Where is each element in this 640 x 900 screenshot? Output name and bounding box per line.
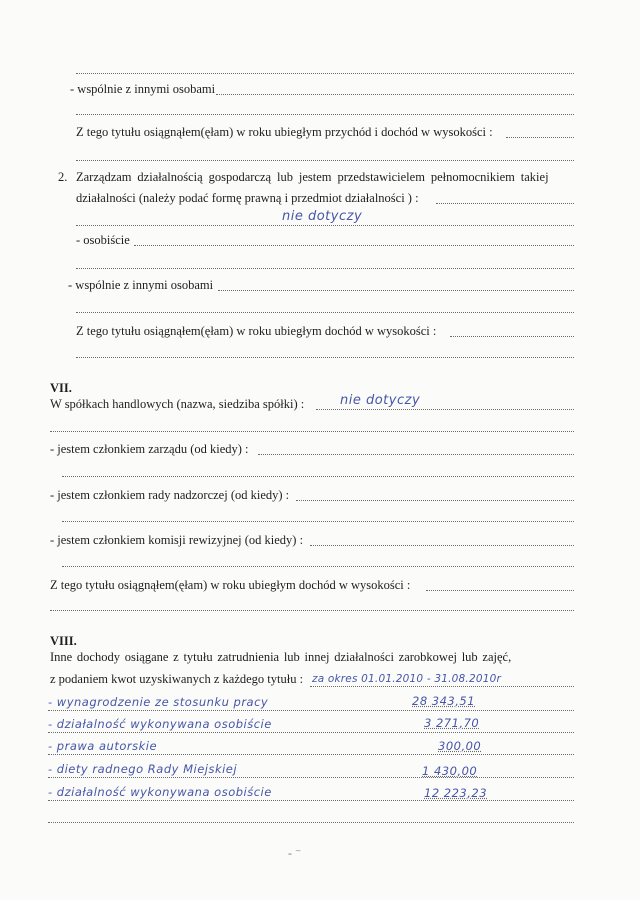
income-entry-label: - diety radnego Rady Miejskiej bbox=[48, 762, 238, 776]
dotted-line bbox=[76, 225, 574, 226]
dotted-line bbox=[506, 137, 574, 138]
dotted-line bbox=[48, 710, 574, 711]
dotted-line bbox=[76, 312, 574, 313]
handwritten-period: za okres 01.01.2010 - 31.08.2010r bbox=[312, 673, 501, 685]
income-entry-label: - prawa autorskie bbox=[48, 739, 158, 753]
dotted-line bbox=[216, 94, 574, 95]
supervisory-board-label: - jestem członkiem rady nadzorczej (od kiedy) : bbox=[50, 488, 290, 502]
handwritten-not-applicable: nie dotyczy bbox=[282, 209, 363, 224]
dotted-line bbox=[62, 521, 574, 522]
vii-income-line: Z tego tytułu osiągnąłem(ęłam) w roku ubiegłym dochód w wysokości : bbox=[50, 578, 411, 592]
handwritten-not-applicable-2: nie dotyczy bbox=[340, 393, 421, 408]
companies-label: W spółkach handlowych (nazwa, siedziba spółki) : bbox=[50, 397, 305, 411]
dotted-line bbox=[218, 290, 574, 291]
dotted-line bbox=[258, 454, 574, 455]
audit-committee-label: - jestem członkiem komisji rewizyjnej (od kiedy) : bbox=[50, 533, 304, 547]
item2-line2: działalności (należy podać formę prawną i przedmiot działalności ) : bbox=[76, 191, 419, 205]
income-line-2: Z tego tytułu osiągnąłem(ęłam) w roku ubiegłym dochód w wysokości : bbox=[76, 324, 437, 338]
income-line: Z tego tytułu osiągnąłem(ęłam) w roku ubiegłym przychód i dochód w wysokości : bbox=[76, 125, 493, 139]
personally-label: - osobiście bbox=[76, 233, 130, 247]
dotted-line bbox=[48, 754, 574, 755]
income-entry-amount: 28 343,51 bbox=[412, 694, 476, 708]
viii-line1: Inne dochody osiągane z tytułu zatrudnienia lub innej działalności zarobkowej lub zajęć, bbox=[50, 650, 512, 664]
jointly-label-2: - wspólnie z innymi osobami bbox=[68, 278, 214, 292]
dotted-line bbox=[296, 500, 574, 501]
viii-line2: z podaniem kwot uzyskiwanych z każdego tytułu : bbox=[50, 672, 304, 686]
income-entry-amount: 1 430,00 bbox=[422, 764, 478, 778]
section-viii-heading: VIII. bbox=[50, 634, 77, 648]
dotted-line bbox=[310, 686, 574, 687]
dotted-line bbox=[426, 590, 574, 591]
income-entry-label: - wynagrodzenie ze stosunku pracy bbox=[48, 695, 269, 709]
dotted-line bbox=[50, 431, 574, 432]
income-entry-amount: 3 271,70 bbox=[424, 716, 480, 730]
item2-line1: Zarządzam działalnością gospodarczą lub jestem przedstawicielem pełnomocnikiem takiej bbox=[76, 170, 549, 184]
dotted-line bbox=[62, 566, 574, 567]
dotted-line bbox=[62, 476, 574, 477]
section-vii-heading: VII. bbox=[50, 381, 72, 395]
dotted-line bbox=[436, 203, 574, 204]
board-member-label: - jestem członkiem zarządu (od kiedy) : bbox=[50, 442, 249, 456]
jointly-label: - wspólnie z innymi osobami bbox=[70, 82, 216, 96]
income-entry-label: - działalność wykonywana osobiście bbox=[48, 717, 272, 731]
dotted-line bbox=[48, 777, 574, 778]
dotted-line bbox=[48, 732, 574, 733]
dotted-line bbox=[76, 73, 574, 74]
dotted-line bbox=[76, 160, 574, 161]
dotted-line bbox=[76, 114, 574, 115]
dotted-line bbox=[48, 800, 574, 801]
income-entry-label: - działalność wykonywana osobiście bbox=[48, 785, 272, 799]
dotted-line bbox=[76, 268, 574, 269]
dotted-line bbox=[76, 357, 574, 358]
dotted-line bbox=[134, 245, 574, 246]
income-entry-amount: 300,00 bbox=[438, 739, 482, 753]
dotted-line bbox=[316, 409, 574, 410]
dotted-line bbox=[450, 336, 574, 337]
dotted-line bbox=[48, 822, 574, 823]
dotted-line bbox=[50, 610, 574, 611]
stray-mark: - ⁻ bbox=[288, 846, 302, 860]
item2-number: 2. bbox=[58, 170, 68, 184]
income-entry-amount: 12 223,23 bbox=[424, 786, 488, 800]
dotted-line bbox=[310, 545, 574, 546]
